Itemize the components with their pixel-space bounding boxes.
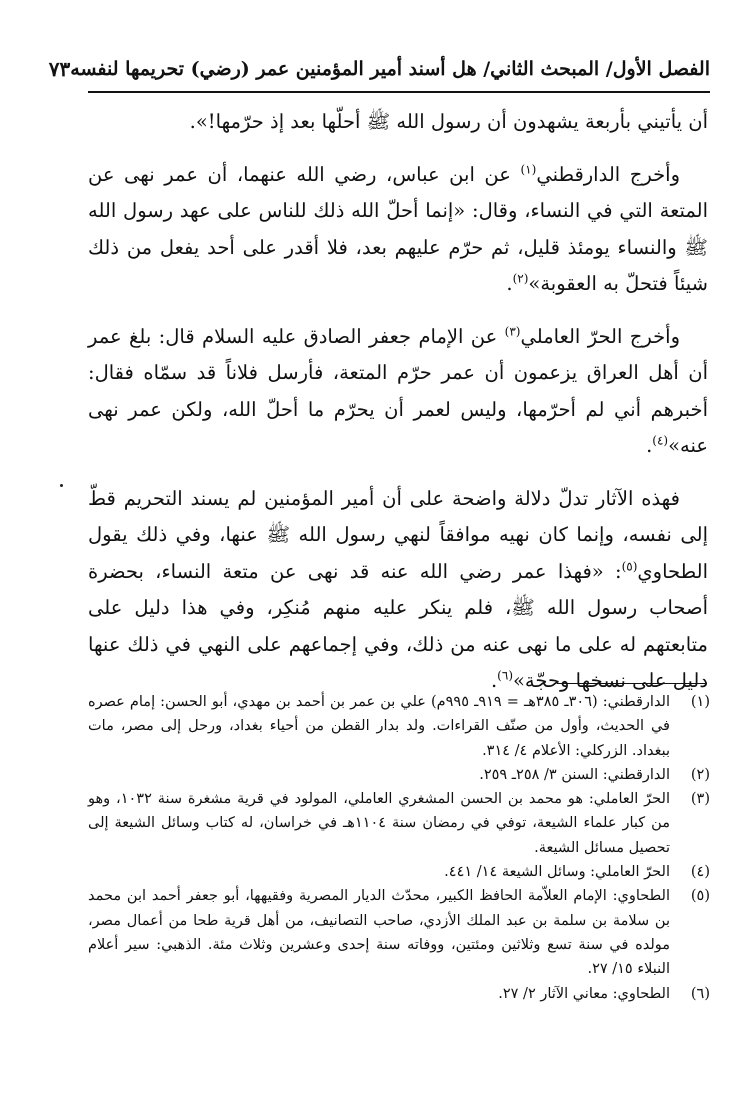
footnote-number: (٤) xyxy=(690,864,710,881)
footnotes xyxy=(88,690,710,1006)
paragraph-1 xyxy=(88,104,708,141)
paragraph-2 xyxy=(88,157,708,303)
paragraph-3-end: . xyxy=(646,434,653,457)
footnote-ref-6[interactable]: (٦) xyxy=(497,668,513,683)
footnote xyxy=(88,787,710,860)
footnote-number: (١) xyxy=(690,694,710,710)
footnote xyxy=(88,982,710,1006)
footnote-text: الحرّ العاملي: وسائل الشيعة ١٤/ ٤٤١. xyxy=(444,864,670,881)
footnote xyxy=(88,860,710,884)
footnote-ref-3[interactable]: (٣) xyxy=(504,324,521,338)
paragraph-4 xyxy=(88,481,708,700)
footnote xyxy=(88,690,710,763)
footnote-number: (٢) xyxy=(690,766,710,783)
footnote-text: الطحاوي: الإمام العلاّمة الحافظ الكبير، محدّث الديار المصرية وفقيهها، أبو جعفر أحمد ابن محمد بن سلامة بن سلمة بن عبد الملك الأزدي، صاحب التصانيف، من أهل قرية طحا من أعمال مصر، مولده في سنة تسع وثلاثين ومئتين، ووفاته سنة إحدى وعشرين وثلاث مئة. الذهبي: سير أعلام النبلاء ١٥/ ٢٧. xyxy=(88,888,670,978)
paragraph-2-text-b: عن ابن عباس، رضي الله عنهما، أن عمر نهى عن المتعة التي في النساء، وقال: «إنما أحلّ الله ذلك للناس على عهد رسول الله ﷺ والنساء يومئذ قليل، ثم حرّم عليهم بعد، فلا أقدر على أحد يفعل من ذلك شيئاً فتحلّ به العقوبة» xyxy=(88,162,708,295)
paragraph-4-end: . xyxy=(490,669,498,692)
page-number: ٧٣ xyxy=(48,57,71,81)
paragraph-3-text-b: عن الإمام جعفر الصادق عليه السلام قال: بلغ عمر أن أهل العراق يزعمون أن عمر حرّم المتعة، فأرسل فلاناً قد سمّاه فقال: أخبرهم أني لم أحرّمها، وليس لعمر أن يحرّم ما أحلّ الله، ولكن عمر نهى عنه» xyxy=(88,324,708,457)
footnote-ref-4[interactable]: (٤) xyxy=(652,433,669,448)
paragraph-2-text-a: وأخرج الدارقطني xyxy=(536,162,680,186)
footnote-number: (٣) xyxy=(690,791,710,808)
footnote-text: الدارقطني: (٣٠٦ـ ٣٨٥هـ = ٩١٩ـ ٩٩٥م) علي بن عمر بن أحمد بن مهدي، أبو الحسن: إمام عصره في الحديث، وأول من صنّف القراءات. ولد بدار القطن من أحياء بغداد، ورحل إلى مصر، مات ببغداد. الزركلي: الأعلام ٤/ ٣١٤. xyxy=(88,694,670,759)
footnote-ref-2[interactable]: (٢) xyxy=(512,271,529,286)
footnote-number: (٦) xyxy=(690,985,710,1002)
footnote-text: الحرّ العاملي: هو محمد بن الحسن المشغري العاملي، المولود في قرية مشغرة سنة ١٠٣٢، وهو من كبار علماء الشيعة، توفي في رمضان سنة ١١٠٤هـ في خراسان، له كتاب وسائل الشيعة إلى تحصيل مسائل الشيعة. xyxy=(88,791,670,856)
paragraph-1-text: أن يأتيني بأربعة يشهدون أن رسول الله ﷺ أحلّها بعد إذ حرّمها!». xyxy=(189,110,708,133)
footnote-ref-5[interactable]: (٥) xyxy=(621,559,638,573)
paragraph-3-text-a: وأخرج الحرّ العاملي xyxy=(520,324,681,348)
ink-dot xyxy=(60,484,63,487)
paragraph-2-end: . xyxy=(506,272,513,295)
footnote xyxy=(88,884,710,981)
paragraph-4-text-a: فهذه الآثار تدلّ دلالة واضحة على أن أمير المؤمنين لم يسند التحريم قطّ إلى نفسه، وإنما كان نهيه موافقاً لنهي رسول الله ﷺ عنها، وفي ذلك يقول الطحاوي xyxy=(88,486,708,583)
footnote-separator xyxy=(557,683,707,684)
paragraph-4-text-b: : «فهذا عمر رضي الله عنه قد نهى عن متعة النساء، بحضرة أصحاب رسول الله ﷺ، فلم ينكر عليه منهم مُنكِر، وفي هذا دليل على متابعتهم له على ما نهى عنه من ذلك، وفي إجماعهم على النهي في ذلك عنها دليل على نسخها وحجّة» xyxy=(88,559,708,692)
footnote-text: الدارقطني: السنن ٣/ ٢٥٨ـ ٢٥٩. xyxy=(479,766,670,783)
footnote-text: الطحاوي: معاني الآثار ٢/ ٢٧. xyxy=(498,985,670,1002)
main-text xyxy=(88,104,708,716)
running-header xyxy=(48,52,710,86)
footnote xyxy=(88,763,710,787)
footnote-number: (٥) xyxy=(690,888,710,905)
header-rule xyxy=(88,91,710,93)
chapter-title: الفصل الأول/ المبحث الثاني/ هل أسند أمير المؤمنين عمر (رضي) تحريمها لنفسه xyxy=(70,58,710,80)
paragraph-3 xyxy=(88,319,708,465)
footnote-ref-1[interactable]: (١) xyxy=(520,162,537,176)
